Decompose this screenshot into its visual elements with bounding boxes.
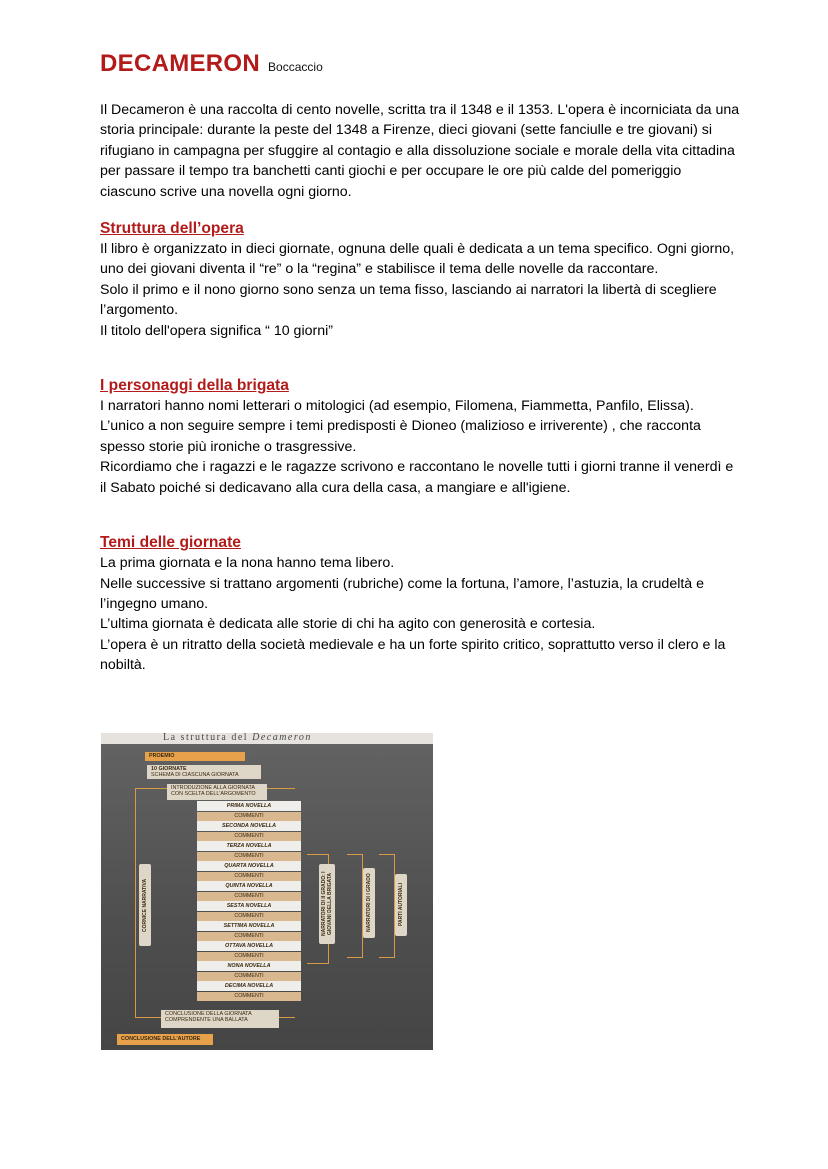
document-author: Boccaccio xyxy=(268,60,323,74)
novella-tag: NONA NOVELLA xyxy=(197,961,301,971)
section-heading-personaggi: I personaggi della brigata xyxy=(100,377,289,395)
figure-title-bar xyxy=(101,733,433,744)
section-paragraph: Solo il primo e il nono giorno sono senza un tema fisso, lasciando ai narratori la libertà di scegliere l’argomento. xyxy=(100,281,717,319)
commenti-tag: COMMENTI xyxy=(197,852,301,861)
section-heading-struttura: Struttura dell’opera xyxy=(100,220,244,238)
commenti-tag: COMMENTI xyxy=(197,972,301,981)
novella-tag: DECIMA NOVELLA xyxy=(197,981,301,991)
structure-diagram-photo xyxy=(101,733,433,1050)
commenti-tag: COMMENTI xyxy=(197,872,301,881)
conclusione-giornata-tag: CONCLUSIONE DELLA GIORNATA COMPRENDENTE UNA BALLATA xyxy=(161,1010,279,1028)
conclusione-autore-tag: CONCLUSIONE DELL'AUTORE xyxy=(117,1034,213,1045)
section-paragraph: L’unico a non seguire sempre i temi predisposti è Dioneo (malizioso e irriverente) , che racconta spesso storie più ironiche o trasgressive. xyxy=(100,418,701,455)
figure-title: La struttura del Decameron xyxy=(163,733,312,743)
commenti-tag: COMMENTI xyxy=(197,932,301,941)
novella-tag: OTTAVA NOVELLA xyxy=(197,941,301,951)
narratori-i-label: NARRATORI DI I GRADO xyxy=(363,868,375,938)
parti-autoriali-bracket xyxy=(379,854,395,958)
section-paragraph: L’opera è un ritratto della società medievale e ha un forte spirito critico, soprattutto verso il clero e la nobiltà. xyxy=(100,636,726,674)
narratori-ii-label: NARRATORI DI II GRADO: I GIOVANI DELLA BRIGATA xyxy=(319,864,335,944)
commenti-tag: COMMENTI xyxy=(197,892,301,901)
section-heading-temi: Temi delle giornate xyxy=(100,534,241,552)
novella-tag: TERZA NOVELLA xyxy=(197,841,301,851)
intro-paragraph: Il Decameron è una raccolta di cento novelle, scritta tra il 1348 e il 1353. L'opera è incorniciata da una storia principale: durante la peste del 1348 a Firenze, dieci giovani (sette fanciulle e tre giovani) si rifugiano in campagna per sfuggire al contagio e alla dissoluzione sociale e morale della vita cittadina per passare il tempo tra banchetti canti giochi e per occupare le ore più calde del pomeriggio ciascuno scrive una novella ogni giorno. xyxy=(100,102,740,200)
commenti-tag: COMMENTI xyxy=(197,812,301,821)
narratori-i-bracket xyxy=(347,854,363,958)
section-paragraph: Il titolo dell'opera significa “ 10 giorni” xyxy=(100,322,333,339)
document-title: DECAMERON xyxy=(100,50,261,77)
commenti-tag: COMMENTI xyxy=(197,952,301,961)
commenti-tag: COMMENTI xyxy=(197,912,301,921)
novella-tag: SECONDA NOVELLA xyxy=(197,821,301,831)
section-paragraph: Nelle successive si trattano argomenti (rubriche) come la fortuna, l’amore, l’astuzia, la crudeltà e l’ingegno umano. xyxy=(100,575,705,612)
cornice-label: CORNICE NARRATIVA xyxy=(139,864,151,946)
proemio-tag: PROEMIO xyxy=(145,752,245,761)
commenti-tag: COMMENTI xyxy=(197,832,301,841)
section-paragraph: I narratori hanno nomi letterari o mitologici (ad esempio, Filomena, Fiammetta, Panfilo, Elissa). xyxy=(100,398,694,415)
section-paragraph: La prima giornata e la nona hanno tema libero. xyxy=(100,555,395,572)
parti-autoriali-label: PARTI AUTORIALI xyxy=(395,874,407,936)
document-page xyxy=(100,50,740,676)
novella-tag: PRIMA NOVELLA xyxy=(197,801,301,811)
introduzione-tag: INTRODUZIONE ALLA GIORNATA CON SCELTA DELL'ARGOMENTO xyxy=(167,784,267,800)
section-paragraph: Il libro è organizzato in dieci giornate, ognuna delle quali è dedicata a un tema specifico. Ogni giorno, uno dei giovani diventa il “re” o la “regina” e stabilisce il tema delle novelle da raccontare. xyxy=(100,241,735,278)
novella-tag: SESTA NOVELLA xyxy=(197,901,301,911)
figure-body xyxy=(101,744,433,1050)
section-paragraph: Ricordiamo che i ragazzi e le ragazze scrivono e raccontano le novelle tutti i giorni tranne il venerdì e il Sabato poiché si dedicavano alla cura della casa, a mangiare e all'igiene. xyxy=(100,459,734,496)
novella-tag: QUARTA NOVELLA xyxy=(197,861,301,871)
novella-tag: SETTIMA NOVELLA xyxy=(197,921,301,931)
giornate-tag: 10 GIORNATE SCHEMA DI CIASCUNA GIORNATA xyxy=(147,765,261,779)
title-row xyxy=(100,50,740,78)
section-paragraph: L’ultima giornata è dedicata alle storie di chi ha agito con generosità e cortesia. xyxy=(100,616,596,633)
commenti-tag: COMMENTI xyxy=(197,992,301,1001)
novella-tag: QUINTA NOVELLA xyxy=(197,881,301,891)
